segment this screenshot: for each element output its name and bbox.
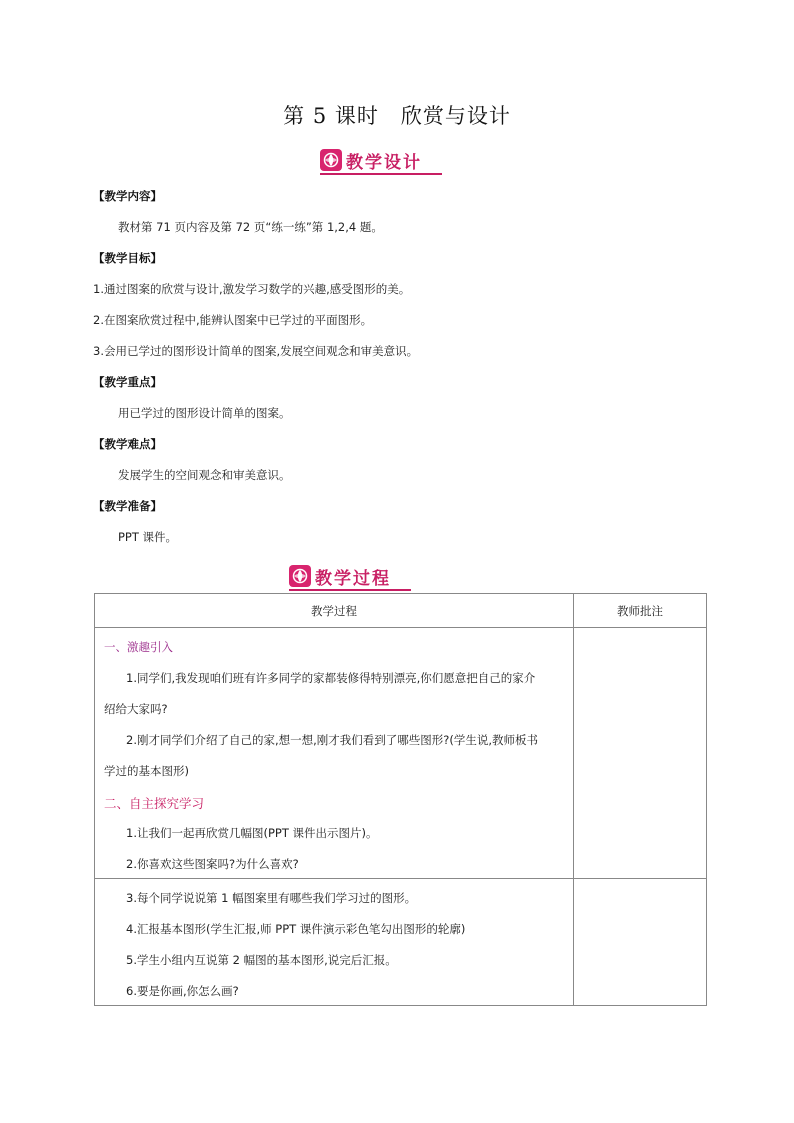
notes-cell [574, 879, 707, 1006]
section-title: 二、自主探究学习 [104, 796, 205, 811]
list-item: 学过的基本图形) [104, 764, 189, 778]
teaching-design-banner [320, 148, 442, 172]
section-title: 一、激趣引入 [104, 640, 173, 654]
table-row [95, 879, 707, 1006]
table-row [95, 628, 707, 879]
banner-underline [289, 589, 411, 591]
prep-heading: 【教学准备】 [93, 499, 162, 513]
banner-label: 教学过程 [315, 568, 391, 589]
list-item: 6.要是你画,你怎么画? [126, 984, 239, 998]
process-cell [95, 879, 574, 1006]
col-process-header: 教学过程 [95, 594, 574, 628]
content-heading: 【教学内容】 [93, 189, 162, 203]
difficulty-heading: 【教学难点】 [93, 437, 162, 451]
goal-1: 1.通过图案的欣赏与设计,激发学习数学的兴趣,感受图形的美。 [93, 282, 411, 296]
list-item: 3.每个同学说说第 1 幅图案里有哪些我们学习过的图形。 [126, 891, 417, 905]
list-item: 绍给大家吗? [104, 702, 168, 716]
prep-text: PPT 课件。 [118, 530, 178, 544]
process-table [94, 593, 707, 1006]
content-text: 教材第 71 页内容及第 72 页“练一练”第 1,2,4 题。 [118, 220, 383, 234]
flower-icon [289, 565, 311, 587]
page-title: 第 5 课时 欣赏与设计 [283, 104, 511, 128]
notes-cell [574, 628, 707, 879]
banner-underline [320, 173, 442, 175]
key-heading: 【教学重点】 [93, 375, 162, 389]
teaching-process-banner [289, 564, 411, 588]
list-item: 2.你喜欢这些图案吗?为什么喜欢? [126, 857, 299, 871]
list-item: 1.让我们一起再欣赏几幅图(PPT 课件出示图片)。 [126, 826, 378, 840]
list-item: 4.汇报基本图形(学生汇报,师 PPT 课件演示彩色笔勾出图形的轮廓) [126, 922, 466, 936]
list-item: 1.同学们,我发现咱们班有许多同学的家都装修得特别漂亮,你们愿意把自己的家介 [126, 671, 536, 685]
banner-label: 教学设计 [346, 152, 422, 173]
goal-3: 3.会用已学过的图形设计简单的图案,发展空间观念和审美意识。 [93, 344, 419, 358]
list-item: 5.学生小组内互说第 2 幅图的基本图形,说完后汇报。 [126, 953, 397, 967]
key-text: 用已学过的图形设计简单的图案。 [118, 406, 291, 420]
goals-heading: 【教学目标】 [93, 251, 162, 265]
difficulty-text: 发展学生的空间观念和审美意识。 [118, 468, 291, 482]
col-notes-header: 教师批注 [574, 594, 707, 628]
process-cell [95, 628, 574, 879]
goal-2: 2.在图案欣赏过程中,能辨认图案中已学过的平面图形。 [93, 313, 373, 327]
flower-icon [320, 149, 342, 171]
table-header-row [95, 594, 707, 628]
list-item: 2.刚才同学们介绍了自己的家,想一想,刚才我们看到了哪些图形?(学生说,教师板书 [126, 733, 539, 747]
